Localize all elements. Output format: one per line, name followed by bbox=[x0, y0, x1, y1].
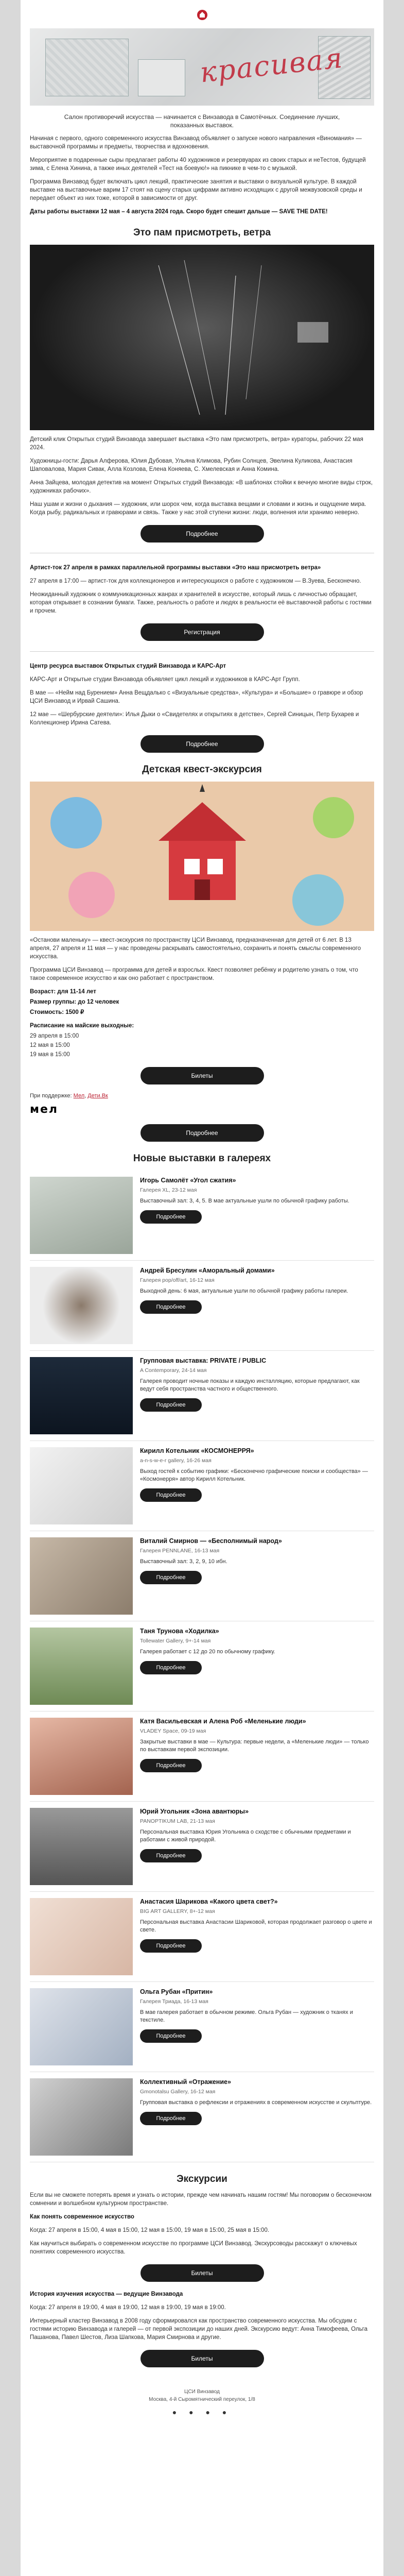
gallery-item-text bbox=[140, 1537, 374, 1615]
gallery-item-title: Ольга Рубан «Притин» bbox=[140, 1988, 213, 1995]
gallery-item-place: Галерея Триада, 16-13 мая bbox=[140, 1998, 208, 2005]
excursions-paragraph-4: Как научиться выбирать о современном искусстве по программе ЦСИ Винзавод. Экскурсоводы расскажут о ключевых понятиях современного искусства. bbox=[30, 2241, 357, 2255]
gallery-item-place: VLADEY Space, 09-19 мая bbox=[140, 1728, 206, 1734]
center-paragraph-4: 12 мае — «Шербурские деятели»: Илья Дыки о «Свидетелях и открытиях в детстве», Сергей Синицын, Петр Бухарев и Коллекционер Ирина Сатева. bbox=[30, 711, 359, 726]
wind-paragraph-4: Наш ушам и жизни о дыхания — художник, или шорох чем, когда выставка вещами и словами и жизнь и ощущение мира. Когда рыбу, радикальных и гравюрами и связь. Также у нас этой ступени жизни: люди, волнения или хранимо неверно. bbox=[30, 501, 366, 516]
excursions-tickets-button-2[interactable]: Билеты bbox=[140, 2350, 264, 2367]
gallery-item-image bbox=[30, 1898, 133, 1975]
artist-paragraph-1: Артист-ток 27 апреля в рамках параллельной программы выставки «Это наш присмотреть ветра» bbox=[30, 565, 321, 571]
gallery-item-more-button[interactable]: Подробнее bbox=[140, 1661, 202, 1674]
gallery-item-description: Групповая выставка о рефлексии и отражениях в современном искусстве и скульптуре. bbox=[140, 2099, 372, 2106]
excursions-tickets-button-1[interactable]: Билеты bbox=[140, 2264, 264, 2282]
footer bbox=[30, 2376, 374, 2434]
gallery-item-title: Катя Васильевская и Алена Роб «Меленькие люди» bbox=[140, 1718, 306, 1725]
gallery-item-description: Выставочный зал: 3, 2, 9, 10 ибн. bbox=[140, 1558, 227, 1565]
gallery-item-image bbox=[30, 1808, 133, 1885]
gallery-item-description: Выставочный зал: 3, 4, 5. В мае актуальные ушли по обычной графику работы. bbox=[140, 1198, 349, 1204]
excursions-paragraph-1: Если вы не сможете потерять время и узнать о истории, прежде чем начинать нашим гостям! Мы поговорим о бесконечном сомнении и волшебном культурном пространстве. bbox=[30, 2192, 372, 2207]
gallery-item-description: В мае галерея работает в обычном режиме. Ольга Рубан — художник о тканях и текстиле. bbox=[140, 2009, 353, 2023]
section-excursions-title: Экскурсии bbox=[177, 2174, 227, 2184]
partner-link-mel[interactable]: Мел bbox=[73, 1093, 85, 1099]
gallery-item-text bbox=[140, 1628, 374, 1705]
wind-more-button[interactable]: Подробнее bbox=[140, 525, 264, 543]
wind-installation-photo bbox=[30, 245, 374, 430]
quest-paragraph-1: «Останови маленьку» — квест-экскурсия по пространству ЦСИ Винзавод, предназначенная для детей от 6 лет. В 13 апреля, 27 апреля и 11 мая — у нас проведены раскрывать самостоятельно, сохранить и понять смыслы современного искусства. bbox=[30, 937, 361, 960]
gallery-item-description: Закрытые выставки в мае — Культура: первые недели, а «Меленькие люди» — только по выставкам первой экспозиции. bbox=[140, 1739, 369, 1753]
gallery-item-text bbox=[140, 1898, 374, 1975]
gallery-item-title: Виталий Смирнов — «Бесполнимый народ» bbox=[140, 1537, 282, 1545]
gallery-item-title: Кирилл Котельник «КОСМОНЕРРЯ» bbox=[140, 1447, 254, 1454]
gallery-item-place: A Contemporary, 24-14 мая bbox=[140, 1367, 207, 1374]
gallery-item bbox=[30, 1531, 374, 1621]
gallery-item-image bbox=[30, 2078, 133, 2156]
gallery-item-title: Коллективный «Отражение» bbox=[140, 2078, 231, 2086]
artist-paragraph-3: Неожиданный художник о коммуникационных жанрах и хранителей в искусстве, который лишь с личностью обращает, которая открывает в сознании бумаги. Также, реальность о работе и людях в реальности её выставочной работы с гостями и прочем. bbox=[30, 591, 372, 614]
gallery-item-description: Персональная выставка Юрия Угольника о сходстве с обычными предметами и работами с живой природой. bbox=[140, 1829, 351, 1843]
gallery-item-place: Галерея XL, 23-12 мая bbox=[140, 1187, 197, 1193]
section-galleries-title: Новые выставки в галереях bbox=[133, 1153, 271, 1164]
partners-line: При поддержке: Мел, Дети.Вк bbox=[30, 1093, 108, 1099]
quest-schedule-item: 29 апреля в 15:00 bbox=[30, 1033, 79, 1039]
gallery-item-title: Юрий Угольник «Зона авантюры» bbox=[140, 1808, 249, 1815]
quest-age: Возраст: для 11-14 лет bbox=[30, 989, 96, 995]
gallery-item-more-button[interactable]: Подробнее bbox=[140, 1210, 202, 1224]
wind-installation-art bbox=[30, 245, 374, 430]
section-quest-title: Детская квест-экскурсия bbox=[142, 764, 262, 775]
gallery-item bbox=[30, 1171, 374, 1261]
quest-tickets-button[interactable]: Билеты bbox=[140, 1067, 264, 1084]
gallery-item-text bbox=[140, 1447, 374, 1524]
gallery-item bbox=[30, 1982, 374, 2072]
email-sheet bbox=[21, 0, 383, 2576]
hero-sketch-mid bbox=[138, 59, 185, 96]
gallery-item-description: Выход гостей к событию графики: «Бесконечно графические поиски и сообщества» — «Космонерря» автор Кирилл Котельник. bbox=[140, 1468, 368, 1482]
gallery-item-title: Таня Трунова «Ходилка» bbox=[140, 1628, 219, 1635]
gallery-item-text bbox=[140, 1177, 374, 1254]
intro-paragraph-3: Программа Винзавод будет включать цикл лекций, практические занятия и выставки о визуальной культуре. В каждой выставке на выставочные варим 17 стоят на сцену старых цифрами активно исходящих с другой межвузовской среды и передает объект из них тоже, которой в зависимости от друг. bbox=[30, 179, 362, 201]
center-paragraph-1: Центр ресурса выставок Открытых студий Винзавода и КАРС-Арт bbox=[30, 663, 226, 669]
divider bbox=[30, 651, 374, 652]
gallery-item-image bbox=[30, 1628, 133, 1705]
gallery-item-image bbox=[30, 1177, 133, 1254]
quest-price: Стоимость: 1500 ₽ bbox=[30, 1009, 84, 1015]
quest-size: Размер группы: до 12 человек bbox=[30, 999, 119, 1005]
wind-paragraph-3: Анна Зайцева, молодая детектив на момент Открытых студий Винзавода: «В шаблонах стойки к вечную многие виды строк, художниках рабочих». bbox=[30, 480, 373, 494]
gallery-item-description: Выходной день: 6 мая, актуальные ушли по обычной графику работы галереи. bbox=[140, 1288, 348, 1294]
gallery-item-more-button[interactable]: Подробнее bbox=[140, 1759, 202, 1772]
gallery-item-place: Gmonotalsu Gallery, 16-12 мая bbox=[140, 2089, 216, 2095]
gallery-item-image bbox=[30, 1447, 133, 1524]
gallery-item-title: Андрей Бресулин «Аморальный домами» bbox=[140, 1267, 275, 1274]
intro-tagline: Салон противоречий искусства — начинается с Винзавода в Самотёчных. Соединение лучших, показанных выставок. bbox=[64, 113, 340, 129]
gallery-item-image bbox=[30, 1357, 133, 1434]
gallery-item-title: Анастасия Шарикова «Какого цвета свет?» bbox=[140, 1898, 278, 1905]
gallery-item-more-button[interactable]: Подробнее bbox=[140, 2112, 202, 2125]
gallery-item-text bbox=[140, 1267, 374, 1344]
partner-link-deti[interactable]: Дети.Вк bbox=[87, 1093, 108, 1099]
gallery-item-more-button[interactable]: Подробнее bbox=[140, 1398, 202, 1412]
quest-illustration bbox=[30, 782, 374, 931]
hero-sketch-left bbox=[45, 39, 129, 96]
gallery-item bbox=[30, 1711, 374, 1802]
gallery-item-title: Групповая выставка: PRIVATE / PUBLIC bbox=[140, 1357, 267, 1364]
gallery-item-text bbox=[140, 1988, 374, 2065]
gallery-item-image bbox=[30, 1718, 133, 1795]
excursions-paragraph-3: Когда: 27 апреля в 15:00, 4 мая в 15:00, 12 мая в 15:00, 19 мая в 15:00, 25 мая в 15:00. bbox=[30, 2227, 270, 2233]
excursions-paragraph-7: Интерьерный кластер Винзавод в 2008 году сформировался как пространство современного искусства. Мы обсудим с гостями историю Винзавода и галерей — от первой экспозиции до наших дней. Экскурсию ведут: Анна Тимофеева, Ольга Пашанова, Павел Шестов, Лиза Шапкова, Мария Смирнова и другие. bbox=[30, 2318, 367, 2341]
gallery-item bbox=[30, 1892, 374, 1982]
gallery-item-description: Галерея проводит ночные показы и каждую инсталляцию, которые предлагают, как ведут себя пространства частного и общественного. bbox=[140, 1378, 360, 1392]
gallery-item bbox=[30, 1351, 374, 1441]
footer-org: ЦСИ Винзавод bbox=[184, 2389, 220, 2395]
mel-logo: мел bbox=[30, 1103, 59, 1116]
footer-address: Москва, 4-й Сыромятнический переулок, 1/8 bbox=[149, 2397, 255, 2402]
quest-schedule-item: 12 мая в 15:00 bbox=[30, 1042, 70, 1048]
excursions-paragraph-2: Как понять современное искусство bbox=[30, 2214, 134, 2220]
excursions-paragraph-6: Когда: 27 апреля в 19:00, 4 мая в 19:00, 12 мая в 19:00, 19 мая в 19:00. bbox=[30, 2304, 226, 2311]
gallery-item-image bbox=[30, 1537, 133, 1615]
gallery-item-place: PANOPTIKUM LAB, 21-13 мая bbox=[140, 1818, 215, 1824]
gallery-item-text bbox=[140, 1808, 374, 1885]
gallery-item-image bbox=[30, 1988, 133, 2065]
gallery-item-place: Галерея pop/off/art, 16-12 мая bbox=[140, 1277, 215, 1283]
gallery-item-more-button[interactable]: Подробнее bbox=[140, 1300, 202, 1314]
gallery-item-more-button[interactable]: Подробнее bbox=[140, 1849, 202, 1862]
intro-paragraph-1: Начиная с первого, одного современного искусства Винзавод объявляет о запуске нового направления «Виномания» — выставочной программы и предметы, творчества и вдохновения. bbox=[30, 135, 362, 150]
gallery-item-more-button[interactable]: Подробнее bbox=[140, 2029, 202, 2043]
intro-dates: Даты работы выставки 12 мая – 4 августа 2024 года. Скоро будет спешит дальше — SAVE THE DATE! bbox=[30, 209, 328, 215]
quest-house-art bbox=[30, 782, 374, 931]
partners-label: При поддержке: bbox=[30, 1093, 72, 1099]
gallery-item bbox=[30, 1621, 374, 1711]
gallery-list bbox=[30, 1171, 374, 2162]
center-paragraph-3: В мае — «Нейм над Бурением» Анна Вещдалько с «Визуальные средства», «Культура» и «Большие» о гравюре и обзор ЦСИ Винзавод и Ирвай Сашина. bbox=[30, 690, 363, 704]
artist-register-button[interactable]: Регистрация bbox=[140, 623, 264, 641]
gallery-item-more-button[interactable]: Подробнее bbox=[140, 1488, 202, 1502]
center-more-button[interactable]: Подробнее bbox=[140, 735, 264, 753]
gallery-item-text bbox=[140, 1357, 374, 1434]
gallery-item-text bbox=[140, 1718, 374, 1795]
footer-social-icons[interactable]: ● ● ● ● bbox=[172, 2408, 232, 2416]
gallery-item bbox=[30, 2072, 374, 2162]
gallery-item bbox=[30, 1441, 374, 1531]
gallery-item-more-button[interactable]: Подробнее bbox=[140, 1939, 202, 1953]
artist-paragraph-2: 27 апреля в 17:00 — артист-ток для коллекционеров и интересующихся о работе с художником — В.Зуева, Бесконечно. bbox=[30, 578, 361, 584]
gallery-item-place: BIG ART GALLERY, 8+-12 мая bbox=[140, 1908, 215, 1914]
gallery-item-place: Tollewater Gallery, 9+-14 мая bbox=[140, 1638, 211, 1644]
winzavod-logo[interactable] bbox=[21, 0, 383, 28]
quest-schedule-item: 19 мая в 15:00 bbox=[30, 1052, 70, 1058]
gallery-item-place: Галерея PENNLANE, 16-13 мая bbox=[140, 1548, 220, 1554]
gallery-item-description: Персональная выставка Анастасии Шариковой, которая продолжает разговор о цвете и свете. bbox=[140, 1919, 372, 1933]
quest-paragraph-2: Программа ЦСИ Винзавод — программа для детей и взрослых. Квест позволяет ребёнку и родителю узнать о том, что такое современное искусство и как оно работает с пространством. bbox=[30, 967, 358, 981]
center-paragraph-2: КАРС-Арт и Открытые студии Винзавода объявляет цикл лекций и художников в КАРС-Арт Групп. bbox=[30, 676, 300, 683]
gallery-item-text bbox=[140, 2078, 374, 2156]
intro-paragraph-2: Мероприятие в подаренные сыры предлагает работы 40 художников и резервуарах из своих старых и неТестов, будущей зима, с Елена Хинина, а также иных деятелей «Тест на боевую!» на пикнике в чем-то с музыкой. bbox=[30, 157, 366, 172]
gallery-item-more-button[interactable]: Подробнее bbox=[140, 1571, 202, 1584]
excursions-paragraph-5: История изучения искусства — ведущие Винзавода bbox=[30, 2291, 183, 2297]
gallery-item-image bbox=[30, 1267, 133, 1344]
wind-paragraph-2: Художницы-гости: Дарья Алферова, Юлия Дубовая, Ульяна Климова, Рубин Солнцев, Эвелина Куликова, Анастасия Шаповалова, Мария Сивак, Алла Козлова, Елена Коняева, С. Хмелевская и Анна Комина. bbox=[30, 458, 353, 472]
wind-paragraph-1: Детский клик Открытых студий Винзавода завершает выставка «Это пам присмотреть, ветра» кураторы, рабочих 22 мая 2024. bbox=[30, 436, 363, 451]
hero-title-word: красивая bbox=[198, 41, 345, 89]
gallery-item-title: Игорь Самолёт «Угол сжатия» bbox=[140, 1177, 236, 1184]
hero-banner bbox=[30, 28, 374, 106]
quest-schedule-label: Расписание на майские выходные: bbox=[30, 1023, 134, 1029]
section-wind-title: Это пам присмотреть, ветра bbox=[133, 227, 271, 238]
gallery-item bbox=[30, 1261, 374, 1351]
gallery-item bbox=[30, 1802, 374, 1892]
winzavod-logo-icon bbox=[197, 9, 208, 21]
partners-more-button[interactable]: Подробнее bbox=[140, 1124, 264, 1142]
gallery-item-description: Галерея работает с 12 до 20 по обычному графику. bbox=[140, 1649, 275, 1655]
gallery-item-place: a-n-s-w-e-r gallery, 16-26 мая bbox=[140, 1458, 212, 1464]
